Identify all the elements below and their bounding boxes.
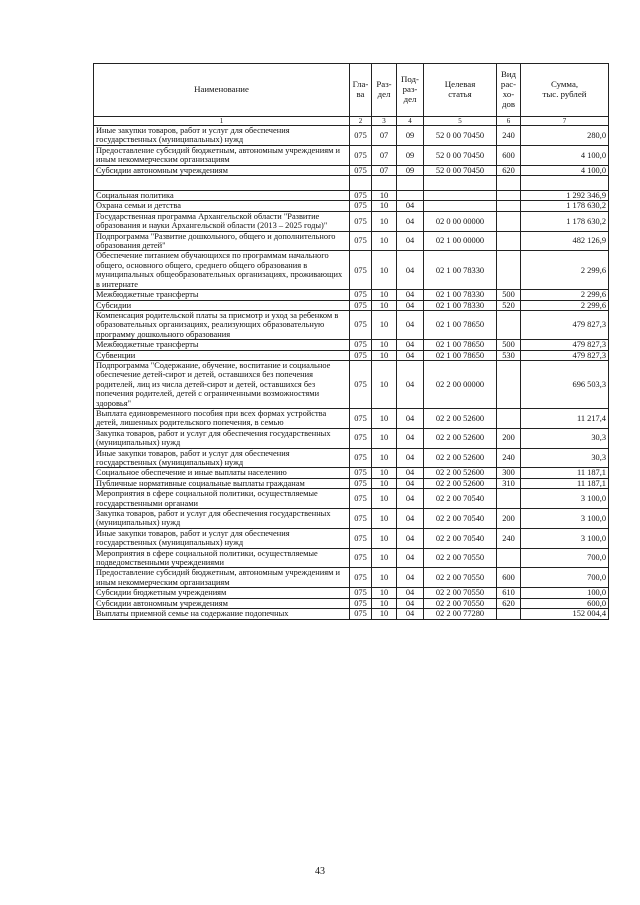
cell-chapter: 075 — [350, 251, 372, 290]
cell-target-article — [424, 201, 497, 211]
table-row — [94, 300, 609, 310]
cell-section: 07 — [372, 145, 397, 165]
cell-expense-type — [497, 489, 521, 509]
table-row — [94, 568, 609, 588]
cell-target-article — [424, 176, 497, 191]
cell-subsection: 04 — [397, 201, 424, 211]
cell-amount: 700,0 — [521, 548, 609, 568]
cell-expense-type: 600 — [497, 145, 521, 165]
cell-section: 10 — [372, 468, 397, 478]
table-row — [94, 350, 609, 360]
cell-section: 10 — [372, 609, 397, 619]
cell-subsection: 04 — [397, 300, 424, 310]
cell-target-article: 02 1 00 00000 — [424, 231, 497, 251]
cell-chapter: 075 — [350, 300, 372, 310]
cell-expense-type: 200 — [497, 509, 521, 529]
cell-name: Мероприятия в сфере социальной политики, осуществляемые подведомственными учреждениями — [94, 548, 350, 568]
table-row — [94, 478, 609, 488]
cell-chapter: 075 — [350, 145, 372, 165]
cell-name: Иные закупки товаров, работ и услуг для обеспечения государственных (муниципальных) нужд — [94, 528, 350, 548]
cell-name: Государственная программа Архангельской области "Развитие образования и науки Архангельской области (2013 – 2025 годы)" — [94, 211, 350, 231]
cell-section: 10 — [372, 489, 397, 509]
table-row — [94, 310, 609, 339]
cell-name: Субвенции — [94, 350, 350, 360]
cell-subsection: 04 — [397, 408, 424, 428]
cell-expense-type — [497, 310, 521, 339]
cell-expense-type: 520 — [497, 300, 521, 310]
cell-subsection: 04 — [397, 350, 424, 360]
cell-target-article: 02 2 00 70550 — [424, 548, 497, 568]
cell-expense-type: 240 — [497, 126, 521, 146]
cell-chapter: 075 — [350, 428, 372, 448]
cell-chapter: 075 — [350, 468, 372, 478]
cell-target-article: 02 2 00 52600 — [424, 408, 497, 428]
table-header-row — [94, 64, 609, 117]
cell-name — [94, 176, 350, 191]
table-row — [94, 201, 609, 211]
cell-target-article: 52 0 00 70450 — [424, 126, 497, 146]
cell-target-article: 02 1 00 78650 — [424, 340, 497, 350]
cell-expense-type: 300 — [497, 468, 521, 478]
cell-expense-type: 240 — [497, 528, 521, 548]
cell-subsection: 04 — [397, 478, 424, 488]
cell-subsection: 09 — [397, 126, 424, 146]
cell-amount: 696 503,3 — [521, 360, 609, 408]
cell-subsection: 04 — [397, 489, 424, 509]
cell-section: 10 — [372, 340, 397, 350]
cell-name: Выплаты приемной семье на содержание подопечных — [94, 609, 350, 619]
cell-section — [372, 176, 397, 191]
table-row — [94, 588, 609, 598]
column-number: 5 — [424, 117, 497, 126]
cell-name: Обеспечение питанием обучающихся по программам начального общего, основного общего, среднего общего образования в муниципальных общеобразовательных организациях, проживающих в интернате — [94, 251, 350, 290]
cell-subsection: 04 — [397, 310, 424, 339]
table-row — [94, 191, 609, 201]
cell-chapter: 075 — [350, 126, 372, 146]
column-number: 1 — [94, 117, 350, 126]
cell-subsection — [397, 191, 424, 201]
cell-expense-type: 620 — [497, 598, 521, 608]
cell-subsection: 04 — [397, 211, 424, 231]
cell-section: 07 — [372, 165, 397, 175]
cell-name: Закупка товаров, работ и услуг для обеспечения государственных (муниципальных) нужд — [94, 509, 350, 529]
cell-chapter: 075 — [350, 211, 372, 231]
cell-subsection: 04 — [397, 609, 424, 619]
cell-subsection: 04 — [397, 231, 424, 251]
header-chapter: Гла- ва — [350, 64, 372, 117]
cell-target-article: 02 2 00 52600 — [424, 428, 497, 448]
cell-chapter: 075 — [350, 191, 372, 201]
cell-section: 10 — [372, 201, 397, 211]
cell-section: 10 — [372, 548, 397, 568]
cell-chapter: 075 — [350, 568, 372, 588]
cell-chapter: 075 — [350, 290, 372, 300]
table-row — [94, 468, 609, 478]
cell-amount: 3 100,0 — [521, 489, 609, 509]
cell-amount: 2 299,6 — [521, 290, 609, 300]
cell-name: Субсидии — [94, 300, 350, 310]
cell-section: 10 — [372, 231, 397, 251]
cell-amount — [521, 176, 609, 191]
cell-name: Социальная политика — [94, 191, 350, 201]
cell-name: Компенсация родительской платы за присмотр и уход за ребенком в образовательных организациях, реализующих образовательную программу дошкольного образования — [94, 310, 350, 339]
cell-expense-type — [497, 176, 521, 191]
cell-chapter: 075 — [350, 350, 372, 360]
cell-section: 10 — [372, 509, 397, 529]
cell-section: 10 — [372, 568, 397, 588]
cell-section: 10 — [372, 448, 397, 468]
cell-chapter: 075 — [350, 360, 372, 408]
cell-expense-type — [497, 360, 521, 408]
column-number: 2 — [350, 117, 372, 126]
cell-expense-type — [497, 231, 521, 251]
cell-amount: 3 100,0 — [521, 528, 609, 548]
cell-target-article: 02 0 00 00000 — [424, 211, 497, 231]
page-number: 43 — [315, 866, 325, 877]
cell-section: 10 — [372, 598, 397, 608]
cell-section: 10 — [372, 360, 397, 408]
table-row — [94, 528, 609, 548]
cell-amount: 4 100,0 — [521, 145, 609, 165]
cell-subsection: 04 — [397, 290, 424, 300]
cell-amount: 11 217,4 — [521, 408, 609, 428]
cell-subsection: 04 — [397, 468, 424, 478]
cell-amount: 479 827,3 — [521, 350, 609, 360]
cell-target-article: 02 1 00 78330 — [424, 290, 497, 300]
cell-expense-type: 530 — [497, 350, 521, 360]
cell-section: 10 — [372, 478, 397, 488]
cell-name: Мероприятия в сфере социальной политики, осуществляемые государственными органами — [94, 489, 350, 509]
cell-target-article: 02 2 00 52600 — [424, 478, 497, 488]
cell-section: 10 — [372, 300, 397, 310]
table-row — [94, 145, 609, 165]
cell-expense-type — [497, 201, 521, 211]
cell-name: Предоставление субсидий бюджетным, автономным учреждениям и иным некоммерческим организациям — [94, 145, 350, 165]
cell-subsection: 04 — [397, 428, 424, 448]
cell-name: Субсидии автономным учреждениям — [94, 598, 350, 608]
column-number: 4 — [397, 117, 424, 126]
cell-name: Иные закупки товаров, работ и услуг для обеспечения государственных (муниципальных) нужд — [94, 448, 350, 468]
cell-subsection: 04 — [397, 568, 424, 588]
cell-expense-type — [497, 211, 521, 231]
cell-amount: 1 178 630,2 — [521, 211, 609, 231]
table-row — [94, 548, 609, 568]
cell-section: 10 — [372, 310, 397, 339]
cell-amount: 1 178 630,2 — [521, 201, 609, 211]
cell-expense-type — [497, 251, 521, 290]
cell-section: 10 — [372, 211, 397, 231]
cell-target-article: 02 2 00 70540 — [424, 489, 497, 509]
cell-expense-type: 240 — [497, 448, 521, 468]
cell-subsection: 04 — [397, 448, 424, 468]
cell-chapter: 075 — [350, 609, 372, 619]
budget-table — [93, 63, 609, 620]
header-name: Наименование — [94, 64, 350, 117]
cell-chapter: 075 — [350, 408, 372, 428]
cell-amount: 3 100,0 — [521, 509, 609, 529]
cell-section: 10 — [372, 191, 397, 201]
cell-subsection: 04 — [397, 360, 424, 408]
table-body — [94, 126, 609, 620]
cell-chapter: 075 — [350, 598, 372, 608]
cell-section: 07 — [372, 126, 397, 146]
cell-section: 10 — [372, 408, 397, 428]
cell-expense-type: 620 — [497, 165, 521, 175]
cell-amount: 280,0 — [521, 126, 609, 146]
header-amount: Сумма, тыс. рублей — [521, 64, 609, 117]
cell-chapter: 075 — [350, 489, 372, 509]
cell-target-article: 52 0 00 70450 — [424, 145, 497, 165]
cell-name: Субсидии бюджетным учреждениям — [94, 588, 350, 598]
cell-chapter: 075 — [350, 340, 372, 350]
cell-chapter: 075 — [350, 509, 372, 529]
cell-target-article: 02 2 00 70550 — [424, 588, 497, 598]
cell-chapter: 075 — [350, 448, 372, 468]
cell-name: Охрана семьи и детства — [94, 201, 350, 211]
cell-chapter: 075 — [350, 310, 372, 339]
cell-target-article: 52 0 00 70450 — [424, 165, 497, 175]
cell-amount: 479 827,3 — [521, 310, 609, 339]
cell-target-article: 02 1 00 78330 — [424, 251, 497, 290]
table-row — [94, 598, 609, 608]
cell-chapter: 075 — [350, 528, 372, 548]
cell-amount: 30,3 — [521, 448, 609, 468]
cell-name: Подпрограмма "Содержание, обучение, воспитание и социальное обеспечение детей-сирот и детей, оставшихся без попечения родителей, лиц из числа детей-сирот и детей, оставшихся без попечения родителей, детей с ограниченными возможностями здоровья" — [94, 360, 350, 408]
cell-amount: 30,3 — [521, 428, 609, 448]
cell-amount: 152 004,4 — [521, 609, 609, 619]
cell-amount: 11 187,1 — [521, 478, 609, 488]
cell-amount: 600,0 — [521, 598, 609, 608]
cell-expense-type: 600 — [497, 568, 521, 588]
cell-section: 10 — [372, 588, 397, 598]
cell-chapter — [350, 176, 372, 191]
cell-chapter: 075 — [350, 548, 372, 568]
cell-section: 10 — [372, 428, 397, 448]
cell-expense-type: 200 — [497, 428, 521, 448]
cell-chapter: 075 — [350, 588, 372, 598]
cell-subsection: 09 — [397, 165, 424, 175]
cell-chapter: 075 — [350, 478, 372, 488]
table-row — [94, 408, 609, 428]
cell-name: Предоставление субсидий бюджетным, автономным учреждениям и иным некоммерческим организациям — [94, 568, 350, 588]
table-row — [94, 176, 609, 191]
table-row — [94, 489, 609, 509]
cell-name: Закупка товаров, работ и услуг для обеспечения государственных (муниципальных) нужд — [94, 428, 350, 448]
cell-name: Публичные нормативные социальные выплаты гражданам — [94, 478, 350, 488]
cell-name: Межбюджетные трансферты — [94, 290, 350, 300]
cell-chapter: 075 — [350, 201, 372, 211]
cell-target-article: 02 2 00 70550 — [424, 598, 497, 608]
cell-target-article: 02 1 00 78330 — [424, 300, 497, 310]
cell-section: 10 — [372, 528, 397, 548]
cell-expense-type — [497, 191, 521, 201]
cell-amount: 2 299,6 — [521, 300, 609, 310]
cell-subsection: 04 — [397, 251, 424, 290]
table-row — [94, 448, 609, 468]
cell-expense-type: 310 — [497, 478, 521, 488]
column-number: 6 — [497, 117, 521, 126]
cell-amount: 482 126,9 — [521, 231, 609, 251]
cell-amount: 100,0 — [521, 588, 609, 598]
column-number-row — [94, 117, 609, 126]
cell-target-article: 02 2 00 70540 — [424, 528, 497, 548]
cell-name: Социальное обеспечение и иные выплаты населению — [94, 468, 350, 478]
cell-subsection: 04 — [397, 528, 424, 548]
table-row — [94, 126, 609, 146]
cell-subsection — [397, 176, 424, 191]
cell-subsection: 09 — [397, 145, 424, 165]
table-row — [94, 231, 609, 251]
table-row — [94, 290, 609, 300]
cell-amount: 2 299,6 — [521, 251, 609, 290]
cell-chapter: 075 — [350, 231, 372, 251]
cell-subsection: 04 — [397, 340, 424, 350]
cell-target-article: 02 1 00 78650 — [424, 310, 497, 339]
header-target-article: Целевая статья — [424, 64, 497, 117]
cell-target-article: 02 1 00 78650 — [424, 350, 497, 360]
table-row — [94, 609, 609, 619]
cell-subsection: 04 — [397, 598, 424, 608]
cell-amount: 479 827,3 — [521, 340, 609, 350]
table-row — [94, 509, 609, 529]
cell-amount: 4 100,0 — [521, 165, 609, 175]
cell-target-article — [424, 191, 497, 201]
header-subsection: Под- раз- дел — [397, 64, 424, 117]
header-expense-type: Вид рас- хо- дов — [497, 64, 521, 117]
cell-name: Выплата единовременного пособия при всех формах устройства детей, лишенных родительского попечения, в семью — [94, 408, 350, 428]
cell-expense-type — [497, 408, 521, 428]
cell-amount: 1 292 346,9 — [521, 191, 609, 201]
column-number: 7 — [521, 117, 609, 126]
cell-expense-type: 610 — [497, 588, 521, 598]
table-row — [94, 251, 609, 290]
table-row — [94, 360, 609, 408]
cell-amount: 11 187,1 — [521, 468, 609, 478]
cell-amount: 700,0 — [521, 568, 609, 588]
cell-name: Межбюджетные трансферты — [94, 340, 350, 350]
cell-section: 10 — [372, 290, 397, 300]
cell-target-article: 02 2 00 70550 — [424, 568, 497, 588]
cell-target-article: 02 2 00 77280 — [424, 609, 497, 619]
cell-section: 10 — [372, 350, 397, 360]
header-section: Раз- дел — [372, 64, 397, 117]
cell-target-article: 02 2 00 52600 — [424, 468, 497, 478]
cell-subsection: 04 — [397, 509, 424, 529]
table-row — [94, 428, 609, 448]
table-row — [94, 211, 609, 231]
cell-target-article: 02 2 00 70540 — [424, 509, 497, 529]
cell-expense-type: 500 — [497, 290, 521, 300]
cell-target-article: 02 2 00 52600 — [424, 448, 497, 468]
cell-target-article: 02 2 00 00000 — [424, 360, 497, 408]
cell-expense-type — [497, 609, 521, 619]
cell-section: 10 — [372, 251, 397, 290]
table-row — [94, 340, 609, 350]
cell-name: Субсидии автономным учреждениям — [94, 165, 350, 175]
cell-subsection: 04 — [397, 548, 424, 568]
cell-expense-type: 500 — [497, 340, 521, 350]
table-row — [94, 165, 609, 175]
cell-name: Иные закупки товаров, работ и услуг для обеспечения государственных (муниципальных) нужд — [94, 126, 350, 146]
cell-subsection: 04 — [397, 588, 424, 598]
cell-expense-type — [497, 548, 521, 568]
cell-chapter: 075 — [350, 165, 372, 175]
column-number: 3 — [372, 117, 397, 126]
cell-name: Подпрограмма "Развитие дошкольного, общего и дополнительного образования детей" — [94, 231, 350, 251]
